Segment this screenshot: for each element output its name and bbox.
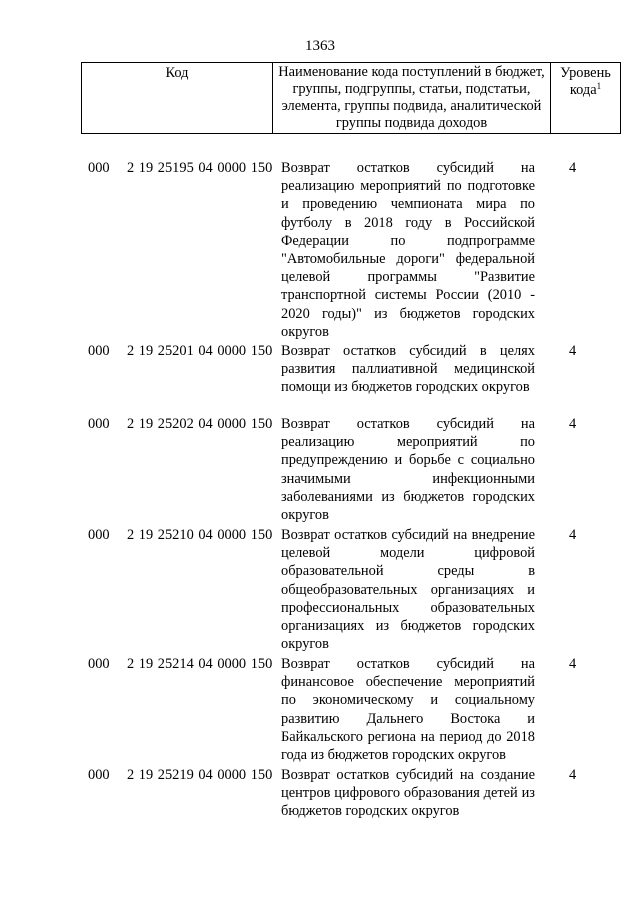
admin-code: 000 xyxy=(88,767,110,783)
header-level-label: Уровень кода xyxy=(560,65,611,98)
revenue-name: Возврат остатков субсидий на создание центров цифрового образования детей из бюджетов городских округов xyxy=(281,767,535,820)
code-level: 4 xyxy=(569,767,577,783)
revenue-name: Возврат остатков субсидий на реализацию мероприятий по предупреждению и борьбе с социально значимыми инфекционными заболеваниями из бюджетов городских округов xyxy=(281,416,535,524)
code-level: 4 xyxy=(569,160,577,176)
revenue-code: 2 19 25214 04 0000 150 xyxy=(127,656,273,672)
header-level-footnote: 1 xyxy=(596,81,602,91)
revenue-name: Возврат остатков субсидий на внедрение целевой модели цифровой образовательной среды в общеобразовательных организациях и профессиональных образовательных организациях из бюджетов городских округов xyxy=(281,527,535,653)
revenue-name: Возврат остатков субсидий в целях развития паллиативной медицинской помощи из бюджетов городских округов xyxy=(281,343,535,396)
code-level: 4 xyxy=(569,343,577,359)
revenue-name: Возврат остатков субсидий на финансовое обеспечение мероприятий по экономическому и социальному развитию Дальнего Востока и Байкальского региона на период до 2018 года из бюджетов городских округов xyxy=(281,656,535,764)
revenue-code: 2 19 25202 04 0000 150 xyxy=(127,416,273,432)
admin-code: 000 xyxy=(88,527,110,543)
revenue-code: 2 19 25195 04 0000 150 xyxy=(127,160,273,176)
revenue-code: 2 19 25201 04 0000 150 xyxy=(127,343,273,359)
table-header xyxy=(81,62,621,134)
admin-code: 000 xyxy=(88,343,110,359)
page-number: 1363 xyxy=(305,38,335,54)
revenue-name: Возврат остатков субсидий на реализацию мероприятий по подготовке и проведению чемпионата мира по футболу в 2018 году в Российской Федерации по подпрограмме "Автомобильные дороги" федеральной целевой программы "Развитие транспортной системы России (2010 - 2020 годы)" из бюджетов городских округов xyxy=(281,160,535,340)
admin-code: 000 xyxy=(88,416,110,432)
code-level: 4 xyxy=(569,416,577,432)
header-level xyxy=(551,63,621,134)
header-name: Наименование кода поступлений в бюджет, группы, подгруппы, статьи, подстатьи, элемента, группы подвида, аналитической группы подвида доходов xyxy=(273,63,551,134)
code-level: 4 xyxy=(569,527,577,543)
revenue-code: 2 19 25219 04 0000 150 xyxy=(127,767,273,783)
admin-code: 000 xyxy=(88,656,110,672)
header-code: Код xyxy=(82,63,273,134)
revenue-code: 2 19 25210 04 0000 150 xyxy=(127,527,273,543)
code-level: 4 xyxy=(569,656,577,672)
admin-code: 000 xyxy=(88,160,110,176)
